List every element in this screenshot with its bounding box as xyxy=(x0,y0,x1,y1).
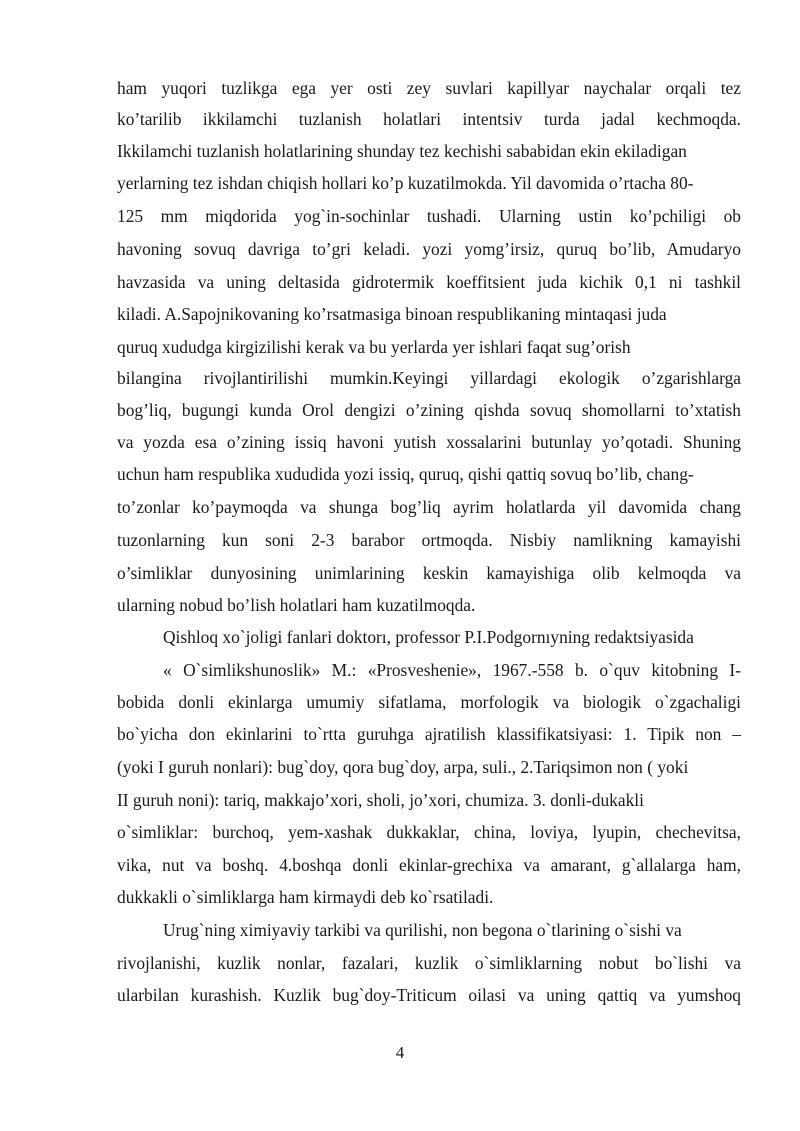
text-line: bo`yicha don ekinlarini to`rtta guruhga ajratilish klassifikatsiyasi: 1. Tipik non – xyxy=(117,724,741,744)
text-line: « O`simlikshunoslik» M.: «Prosveshenie», 1967.-558 b. o`quv kitobning I- xyxy=(163,660,741,680)
text-line: to’zonlar ko’paymoqda va shunga bog’liq ayrim holatlarda yil davomida chang xyxy=(117,497,741,517)
text-line: o`simliklar: burchoq, yem-xashak dukkaklar, china, loviya, lyupin, chechevitsa, xyxy=(117,822,741,842)
text-line: dukkakli o`simliklarga ham kirmaydi deb ko`rsatiladi. xyxy=(117,887,494,907)
text-line: o’simliklar dunyosining unimlarining keskin kamayishiga olib kelmoqda va xyxy=(117,563,741,583)
text-line: bog’liq, bugungi kunda Orol dengizi o’zining qishda sovuq shomollarni to’xtatish xyxy=(117,400,741,420)
text-line: ham yuqori tuzlikga ega yer osti zey suvlari kapillyar naychalar orqali tez xyxy=(117,78,741,98)
text-line: quruq xududga kirgizilishi kerak va bu yerlarda yer ishlari faqat sug’orish xyxy=(117,337,631,357)
text-line: bobida donli ekinlarga umumiy sifatlama, morfologik va biologik o`zgachaligi xyxy=(117,692,741,712)
text-line: yerlarning tez ishdan chiqish hollari ko’p kuzatilmokda. Yil davomida o’rtacha 80- xyxy=(117,173,694,193)
page-number: 4 xyxy=(395,1043,405,1062)
text-line: (yoki I guruh nonlari): bug`doy, qora bug`doy, arpa, suli., 2.Tariqsimon non ( yoki xyxy=(117,757,689,777)
text-line: Ikkilamchi tuzlanish holatlarining shunday tez kechishi sababidan ekin ekiladigan xyxy=(117,141,687,161)
text-line: ko’tarilib ikkilamchi tuzlanish holatlari intentsiv turda jadal kechmoqda. xyxy=(117,109,741,129)
text-line: va yozda esa o’zining issiq havoni yutish xossalarini butunlay yo’qotadi. Shuning xyxy=(117,432,741,452)
text-line: ularbilan kurashish. Kuzlik bug`doy-Triticum oilasi va uning qattiq va yumshoq xyxy=(117,985,741,1005)
text-line: vika, nut va boshq. 4.boshqa donli ekinlar-grechixa va amarant, g`allalarga ham, xyxy=(117,855,741,875)
text-line: II guruh noni): tariq, makkajo’xori, sholi, jo’xori, chumiza. 3. donli-dukakli xyxy=(117,790,644,810)
text-line: Urug`ning ximiyaviy tarkibi va qurilishi, non begona o`tlarining o`sishi va xyxy=(163,920,682,940)
text-line: ularning nobud bo’lish holatlari ham kuzatilmoqda. xyxy=(117,595,476,615)
text-line: havzasida va uning deltasida gidrotermik koeffitsient juda kichik 0,1 ni tashkil xyxy=(117,272,741,292)
text-line: kiladi. A.Sapojnikovaning ko’rsatmasiga binoan respublikaning mintaqasi juda xyxy=(117,304,667,324)
text-line: tuzonlarning kun soni 2-3 barabor ortmoqda. Nisbiy namlikning kamayishi xyxy=(117,530,741,550)
text-line: uchun ham respublika xududida yozi issiq, quruq, qishi qattiq sovuq bo’lib, chang- xyxy=(117,464,694,484)
text-line: Qishloq xo`joligi fanlari doktorı, professor P.I.Podgornıyning redaktsiyasida xyxy=(163,627,694,647)
text-line: rivojlanishi, kuzlik nonlar, fazalari, kuzlik o`simliklarning nobut bo`lishi va xyxy=(117,953,741,973)
text-line: bilangina rivojlantirilishi mumkin.Keyingi yillardagi ekologik o’zgarishlarga xyxy=(117,368,741,388)
text-line: 125 mm miqdorida yog`in-sochinlar tushadi. Ularning ustin ko’pchiligi ob xyxy=(117,206,741,226)
text-line: havoning sovuq davriga to’gri keladi. yozi yomg’irsiz, quruq bo’lib, Amudaryo xyxy=(117,239,741,259)
